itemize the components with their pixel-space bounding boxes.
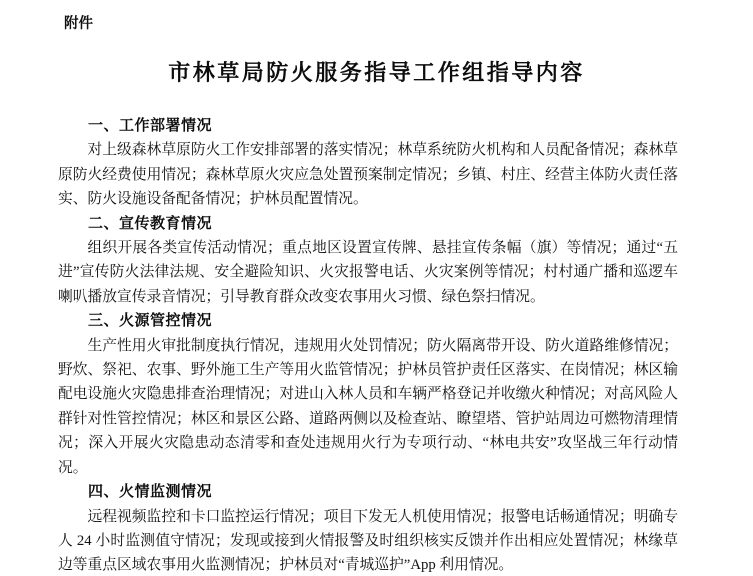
section-heading-work-deployment: 一、工作部署情况 (88, 117, 213, 134)
document-title: 市林草局防火服务指导工作组指导内容 (168, 60, 585, 85)
document-body (58, 114, 678, 576)
attachment-label: 附件 (64, 16, 93, 32)
section-body-fire-source-control: 生产性用火审批制度执行情况，违规用火处罚情况；防火隔离带开设、防火道路维修情况；野炊、祭祀、农事、野外施工生产等用火监管情况；护林员管护责任区落实、在岗情况；林区输配电设施火灾隐患排查治理情况；对进山入林人员和车辆严格登记并收缴火种情况；对高风险人群针对性管控情况；林区和景区公路、道路两侧以及检查站、瞭望塔、管护站周边可燃物清理情况；深入开展火灾隐患动态清零和查处违规用火行为专项行动、“林电共安”攻坚战三年行动情况。 (58, 337, 678, 476)
section-heading-fire-source-control: 三、火源管控情况 (88, 312, 213, 330)
section-body-fire-monitoring: 远程视频监控和卡口监控运行情况；项目下发无人机使用情况；报警电话畅通情况；明确专人 24 小时监测值守情况；发现或接到火情报警及时组织核实反馈并作出相应处置情况；林缘草边等重点区域农事用火监测情况；护林员对“青城巡护”App 利用情况。 (58, 508, 678, 574)
section-heading-publicity-education: 二、宣传教育情况 (88, 214, 213, 232)
section-heading-fire-monitoring: 四、火情监测情况 (88, 483, 213, 501)
section-body-work-deployment: 对上级森林草原防火工作安排部署的落实情况；林草系统防火机构和人员配备情况；森林草原防火经费使用情况；森林草原火灾应急处置预案制定情况；乡镇、村庄、经营主体防火责任落实、防火设施设备配备情况；护林员配置情况。 (58, 142, 678, 208)
section-body-publicity-education: 组织开展各类宣传活动情况；重点地区设置宣传牌、悬挂宣传条幅（旗）等情况；通过“五进”宣传防火法律法规、安全避险知识、火灾报警电话、火灾案例等情况；村村通广播和巡逻车喇叭播放宣传录音情况；引导教育群众改变农事用火习惯、绿色祭扫情况。 (58, 240, 678, 305)
